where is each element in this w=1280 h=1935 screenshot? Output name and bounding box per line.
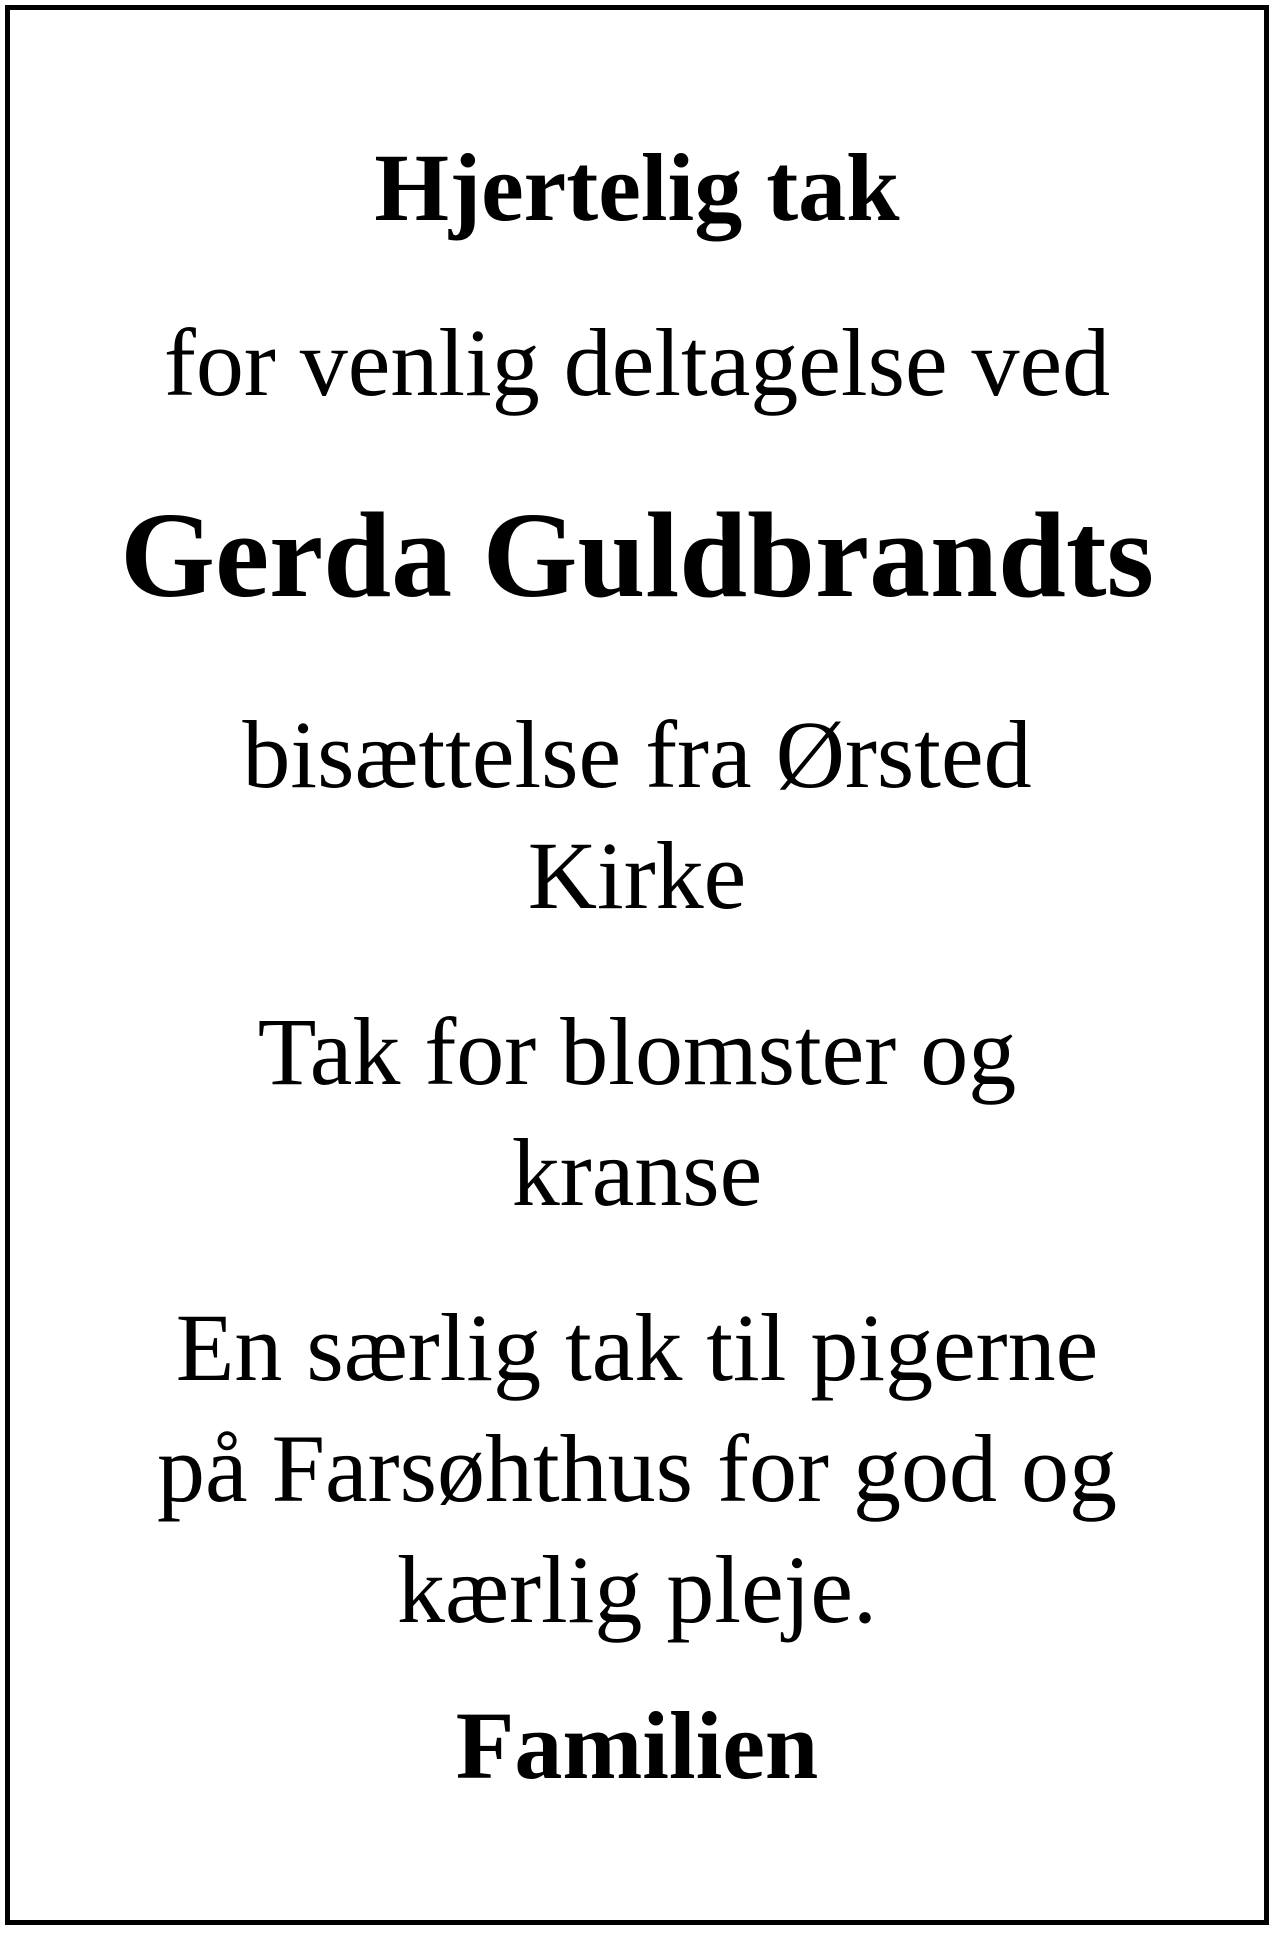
funeral-line-1: bisættelse fra Ørsted — [242, 701, 1032, 808]
flowers-line-2: kranse — [511, 1118, 763, 1226]
notice-heading: Hjertelig tak — [374, 134, 900, 241]
special-line-3: kærlig pleje. — [397, 1535, 877, 1643]
notice-intro: for venlig deltagelse ved — [163, 309, 1111, 416]
special-thanks — [10, 1288, 1264, 1651]
special-line-2: på Farsøhthus for god og — [157, 1414, 1117, 1522]
deceased-name: Gerda Guldbrandts — [120, 488, 1154, 623]
signature: Familien — [455, 1692, 819, 1799]
funeral-line-2: Kirke — [527, 821, 747, 929]
notice-frame — [5, 5, 1269, 1925]
flowers-line-1: Tak for blomster og — [257, 998, 1017, 1105]
special-line-1: En særlig tak til pigerne — [175, 1294, 1099, 1401]
funeral-text — [10, 695, 1264, 937]
flowers-thanks — [10, 992, 1264, 1234]
